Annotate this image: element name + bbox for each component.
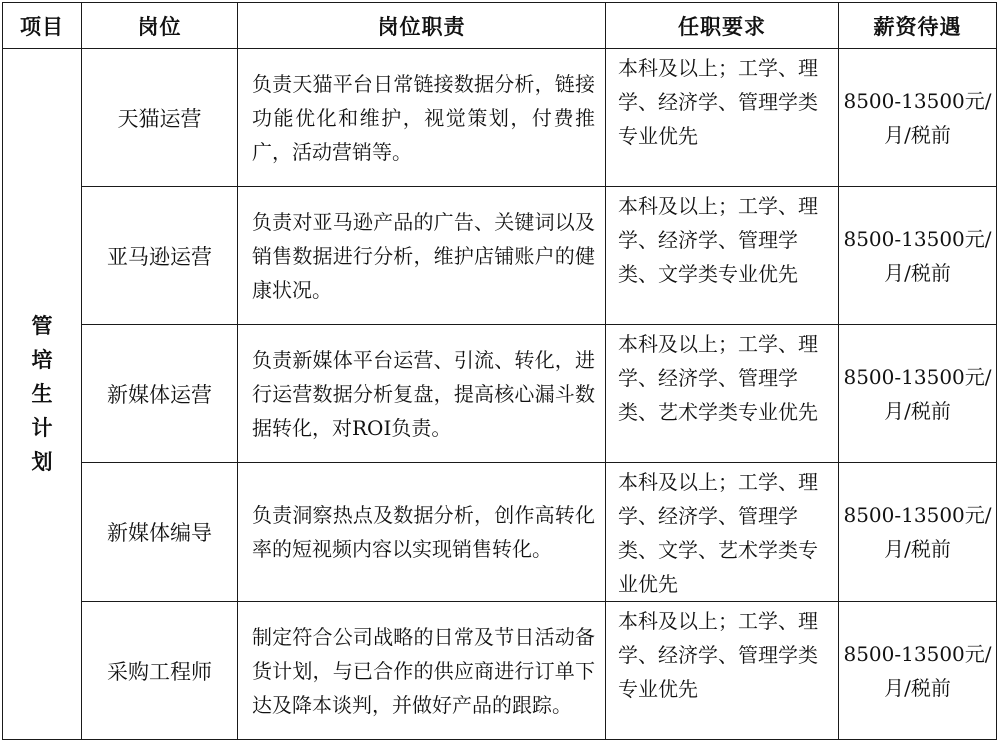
duties-cell: 负责对亚马逊产品的广告、关键词以及销售数据进行分析，维护店铺账户的健康状况。 [238,187,606,325]
table-row [3,49,997,187]
duties-cell: 负责洞察热点及数据分析，创作高转化率的短视频内容以实现销售转化。 [238,463,606,602]
requirements-text: 本科及以上；工学、理学、经济学、管理学类专业优先 [618,56,818,148]
salary-cell: 8500-13500元/月/税前 [839,602,997,740]
table-row [3,463,997,602]
project-name: 管培生计划 [31,314,53,474]
duties-cell: 负责新媒体平台运营、引流、转化，进行运营数据分析复盘，提高核心漏斗数据转化，对ROI负责。 [238,325,606,463]
salary-cell: 8500-13500元/月/税前 [839,49,997,187]
project-cell [3,49,82,740]
header-position: 岗位 [82,3,238,49]
header-salary: 薪资待遇 [839,3,997,49]
requirements-text: 本科及以上；工学、理学、经济学、管理学类、文学、艺术学类专业优先 [618,470,818,596]
header-duties: 岗位职责 [238,3,606,49]
position-cell: 新媒体编导 [82,463,238,602]
requirements-cell [606,325,839,463]
salary-cell: 8500-13500元/月/税前 [839,463,997,602]
requirements-cell [606,187,839,325]
position-cell: 新媒体运营 [82,325,238,463]
table-row [3,602,997,740]
header-requirements: 任职要求 [606,3,839,49]
requirements-text: 本科及以上；工学、理学、经济学、管理学类、文学类专业优先 [618,194,818,286]
header-row [3,3,997,49]
requirements-cell [606,602,839,740]
position-cell: 亚马逊运营 [82,187,238,325]
position-cell: 采购工程师 [82,602,238,740]
duties-cell: 负责天猫平台日常链接数据分析，链接功能优化和维护，视觉策划，付费推广，活动营销等。 [238,49,606,187]
salary-cell: 8500-13500元/月/税前 [839,187,997,325]
table-row [3,187,997,325]
salary-cell: 8500-13500元/月/税前 [839,325,997,463]
header-project: 项目 [3,3,82,49]
requirements-cell [606,49,839,187]
job-table [2,2,997,740]
requirements-text: 本科及以上；工学、理学、经济学、管理学类专业优先 [618,609,818,701]
table-row [3,325,997,463]
requirements-cell [606,463,839,602]
requirements-text: 本科及以上；工学、理学、经济学、管理学类、艺术学类专业优先 [618,332,818,424]
duties-cell: 制定符合公司战略的日常及节日活动备货计划，与已合作的供应商进行订单下达及降本谈判，并做好产品的跟踪。 [238,602,606,740]
position-cell: 天猫运营 [82,49,238,187]
